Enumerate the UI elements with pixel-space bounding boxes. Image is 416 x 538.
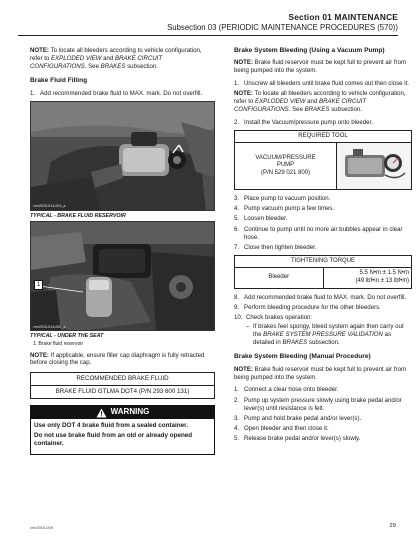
page-number: 29 [389,522,396,529]
section-title: Section 01 MAINTENANCE [288,12,398,22]
reservoir-note: NOTE: Brake fluid reservoir must be kept full to prevent air from being pumped into the system. [234,59,407,75]
exploded-view-ref: EXPLODED VIEW [255,98,306,106]
photo-caption: TYPICAL - BRAKE FLUID RESERVOIR [30,212,126,219]
list-item: 4. Open bleeder and then close it. [234,425,329,433]
filling-steps [30,90,215,98]
under-seat-photo [30,221,215,331]
brakes-ref: BRAKES [100,62,126,70]
callout-1: 1 [34,280,43,290]
photo-caption: TYPICAL - UNDER THE SEAT [30,333,104,340]
list-item: 2. Pump up system pressure slowly using brake pedal and/or lever(s) until resistance is felt. [234,396,402,412]
sub-bullet: – If brakes feel spongy, bleed system again then carry out the BRAKE SYSTEM PRESSURE VALIDATION as detailed in BRAKES subsection. [246,323,404,346]
table-cell: BRAKE FLUID GTLMA DOT4 (P/N 293 600 131) [31,386,215,399]
exploded-view-ref: EXPLODED VIEW [51,54,102,62]
list-item: 2. Install the Vacuum/pressure pump onto bleeder. [234,118,373,126]
under-seat-illustration [31,222,215,331]
document-code: vmr2016-009 [30,525,53,530]
tool-image-cell [337,143,412,190]
vacuum-steps-c [234,294,412,347]
list-item: 7. Close then tighten bleeder. [234,243,317,251]
table-header: TIGHTENING TORQUE [235,255,412,268]
list-item: 5. Release brake pedal and/or lever(s) slowly. [234,435,361,443]
required-tool-table [234,130,412,190]
list-item: 4. Pump vacuum pump a few times. [234,205,335,213]
left-column [30,47,215,455]
list-item: 8. Add recommended brake fluid to MAX. mark. Do not overfill. [234,293,407,301]
subsection-title: Subsection 03 (PERIODIC MAINTENANCE PROCEDURES (570)) [167,23,398,32]
brake-fluid-reservoir-photo [30,101,215,211]
list-item: 6. Continue to pump until no more air bubbles appear in clear hose. [234,225,403,241]
warning-line: Use only DOT 4 brake fluid from a sealed container. [34,422,188,430]
brake-circuit-ref: BRAKE CIRCUIT CONFIGURATIONS [234,98,367,113]
brake-fluid-filling-heading: Brake Fluid Filling [30,77,88,85]
manual-procedure-heading: Brake System Bleeding (Manual Procedure) [234,353,371,361]
list-item: 3. Pump and hold brake pedal and/or lever(s). [234,414,362,422]
recommended-fluid-table [30,372,215,399]
vacuum-step-2 [234,119,412,127]
bleeder-note: NOTE: To locate all bleeders according to vehicle configuration, refer to EXPLODED VIEW and BRAKE CIRCUIT CONFIGURATIONS. See BRAKES subsection. [234,90,406,113]
vacuum-steps-b [234,195,412,252]
list-item: 1. Unscrew all bleeders until brake fluid comes out then close it. [234,80,409,88]
pressure-validation-ref: BRAKE SYSTEM PRESSURE VALIDATION [263,330,383,338]
vacuum-pump-heading: Brake System Bleeding (Using a Vacuum Pump) [234,47,385,54]
warning-body [31,419,214,454]
tool-name-cell: VACUUM/PRESSURE PUMP (P/N 529 021 800) [235,143,337,190]
table-header: REQUIRED TOOL [235,130,412,143]
warning-triangle-icon [96,408,107,418]
vacuum-steps-a [234,80,412,88]
photo-tag: vmr2015-014-001_a [33,204,66,209]
tightening-torque-table [234,255,412,289]
list-item: 3. Place pump to vacuum position. [234,194,331,202]
list-item: 1. Connect a clear hose onto bleeder. [234,386,339,394]
manual-steps [234,386,412,443]
table-cell: Bleeder [235,268,324,288]
list-item: 10. Check brakes operation: – If brakes feel spongy, bleed system again then carry out the BRAKE SYSTEM PRESSURE VALIDATION as detailed in BRAKES subsection. [234,314,412,346]
reservoir-photo-illustration [31,102,215,211]
bleeder-note: NOTE: To locate all bleeders according to vehicle configuration, refer to EXPLODED VIEW and BRAKE CIRCUIT CONFIGURATIONS. See BRAKES subsection. [30,47,202,70]
vacuum-pump-image [339,145,409,183]
cap-diaphragm-note: NOTE: If applicable, ensure filler cap diaphragm is fully retracted before closing the cap. [30,351,205,367]
warning-title: WARNING [110,407,150,417]
list-item: 5. Loosen bleeder. [234,215,288,223]
list-item: 9. Perform bleeding procedure for the other bleeders. [234,303,381,311]
brakes-ref: BRAKES [282,338,308,346]
list-item: 1. Add recommended brake fluid to MAX. mark. Do not overfill. [30,89,203,97]
brakes-ref: BRAKES [304,105,330,113]
right-column [234,47,412,446]
photo-tag: vmr2015-014-002_a [33,324,66,329]
torque-value-cell: 5.5 N•m ± 1.5 N•m (49 lbf•in ± 13 lbf•in) [323,268,412,288]
brake-circuit-ref: BRAKE CIRCUIT CONFIGURATIONS [30,54,163,70]
warning-box [30,405,215,455]
photo-legend: 1. Brake fluid reservoir [33,341,84,348]
header-rule [18,35,398,36]
warning-line: Do not use brake fluid from an old or already opened container. [34,432,193,448]
table-header: RECOMMENDED BRAKE FLUID [31,373,215,386]
warning-header [31,406,214,419]
reservoir-note: NOTE: Brake fluid reservoir must be kept full to prevent air from being pumped into the system. [234,365,407,381]
